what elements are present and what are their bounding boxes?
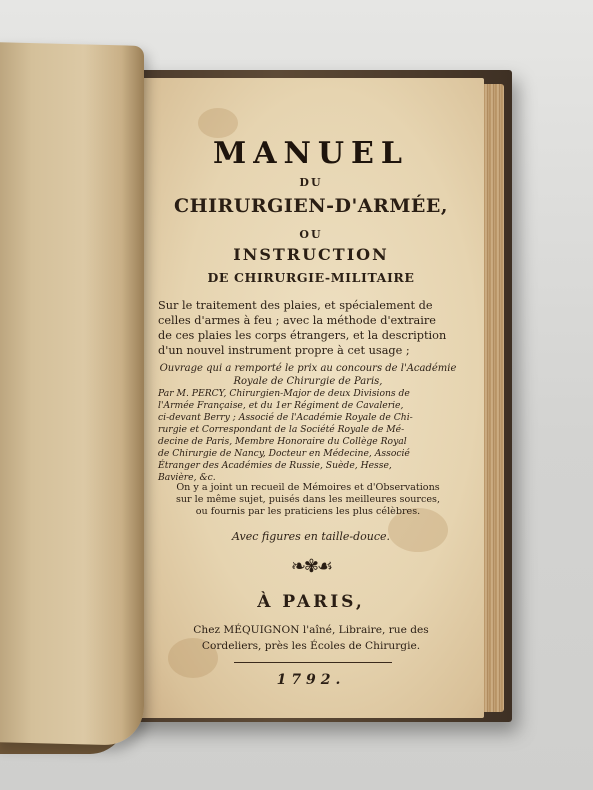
imprint-rule xyxy=(234,662,392,663)
text-line: Royale de Chirurgie de Paris, xyxy=(233,376,383,387)
text-line: Sur le traitement des plaies, et spécialement de xyxy=(158,299,433,312)
text-line: Ouvrage qui a remporté le prix au concours de l'Académie xyxy=(159,363,457,374)
text-line: ou fournis par les praticiens les plus célèbres. xyxy=(195,506,421,517)
publisher-imprint xyxy=(138,622,484,654)
memoirs-note xyxy=(158,482,458,518)
fleuron-ornament-icon: ❧✾☙ xyxy=(290,556,332,577)
text-line: Par M. PERCY, Chirurgien-Major de deux Divisions de xyxy=(158,388,410,399)
text-line: celles d'armes à feu ; avec la méthode d'extraire xyxy=(158,314,436,327)
text-line: decine de Paris, Membre Honoraire du Collège Royal xyxy=(158,436,407,447)
book-title: MANUEL xyxy=(212,136,410,171)
title-ou: OU xyxy=(299,228,323,241)
text-line: Bavière, &c. xyxy=(158,472,216,483)
title-de-chirurgie: DE CHIRURGIE-MILITAIRE xyxy=(207,270,415,285)
text-line: d'un nouvel instrument propre à cet usage ; xyxy=(158,344,410,357)
text-line: rurgie et Correspondant de la Société Royale de Mé- xyxy=(158,424,405,435)
text-line: On y a joint un recueil de Mémoires et d'Observations xyxy=(176,482,440,493)
text-line: ci-devant Berry ; Associé de l'Académie Royale de Chi- xyxy=(158,412,413,423)
left-flyleaf xyxy=(0,42,144,746)
text-line: l'Armée Française, et du 1er Régiment de Cavalerie, xyxy=(158,400,404,411)
treatment-paragraph xyxy=(158,298,458,358)
title-du: DU xyxy=(299,176,323,189)
figures-note: Avec figures en taille-douce. xyxy=(231,530,391,543)
imprint-city: À PARIS, xyxy=(257,592,365,612)
publication-year: 1792. xyxy=(276,672,346,688)
foxing-spot xyxy=(198,108,238,138)
text-line: sur le même sujet, puisés dans les meilleures sources, xyxy=(175,494,441,505)
author-paragraph xyxy=(158,388,458,484)
text-line: de Chirurgie de Nancy, Docteur en Médecine, Associé xyxy=(158,448,410,459)
text-line: de ces plaies les corps étrangers, et la description xyxy=(158,329,447,342)
title-page xyxy=(138,78,484,718)
title-subject: CHIRURGIEN-D'ARMÉE, xyxy=(174,195,448,217)
title-instruction: INSTRUCTION xyxy=(233,245,389,264)
text-line: Étranger des Académies de Russie, Suède, Hesse, xyxy=(158,460,392,471)
prize-note xyxy=(158,362,458,388)
page-block-edge xyxy=(482,84,504,712)
text-line: Chez MÉQUIGNON l'aîné, Libraire, rue des xyxy=(193,624,429,636)
text-line: Cordeliers, près les Écoles de Chirurgie. xyxy=(201,640,421,652)
